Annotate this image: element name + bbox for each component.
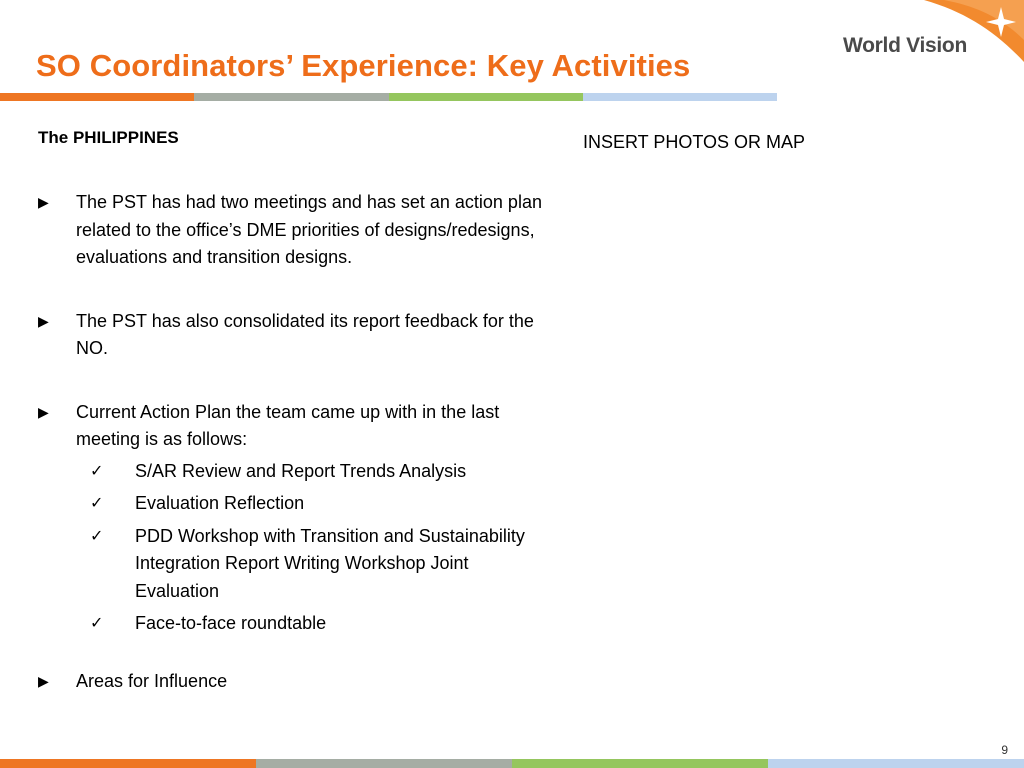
- title-bar-green: [389, 93, 583, 101]
- triangle-right-icon: ▶: [38, 403, 49, 420]
- checklist-text: PDD Workshop with Transition and Sustainability Integration Report Writing Workshop Joint Evaluation: [135, 525, 525, 601]
- bullet-item: [38, 189, 546, 272]
- triangle-right-icon: ▶: [38, 672, 49, 689]
- title-bar-orange: [0, 93, 194, 101]
- title-bar-gray: [194, 93, 388, 101]
- footer-bar-gray: [256, 759, 512, 768]
- checklist-item: [38, 458, 546, 486]
- bullet-text: The PST has had two meetings and has set an action plan related to the office’s DME priorities of designs/redesigns, evaluations and transition designs.: [76, 192, 542, 267]
- checkmark-icon: ✓: [90, 615, 104, 632]
- checklist-item: [38, 523, 546, 606]
- checklist-item: [38, 490, 546, 518]
- bullet-text: Areas for Influence: [76, 670, 228, 691]
- footer-bar-green: [512, 759, 768, 768]
- logo-text: World Vision: [843, 34, 967, 57]
- checklist-text: S/AR Review and Report Trends Analysis: [135, 460, 467, 481]
- bullet-text: Current Action Plan the team came up with in the last meeting is as follows:: [76, 401, 500, 449]
- footer-bar: [0, 759, 1024, 768]
- checklist-text: Evaluation Reflection: [135, 493, 305, 513]
- slide-title: SO Coordinators’ Experience: Key Activities: [36, 48, 691, 83]
- content-body: [38, 127, 558, 731]
- checkmark-icon: ✓: [90, 527, 104, 545]
- page-number: 9: [1001, 743, 1008, 757]
- checkmark-icon: ✓: [90, 495, 104, 512]
- checkmark-icon: ✓: [90, 462, 104, 480]
- bullet-item: [38, 308, 546, 363]
- checklist-item: [38, 610, 546, 638]
- footer-bar-orange: [0, 759, 256, 768]
- title-bar-blue: [583, 93, 777, 101]
- bullet-text: The PST has also consolidated its report feedback for the NO.: [76, 310, 534, 358]
- title-underline-bar: [0, 93, 777, 101]
- photo-placeholder: INSERT PHOTOS OR MAP: [583, 132, 806, 152]
- checklist: [76, 458, 546, 638]
- checklist-text: Face-to-face roundtable: [135, 613, 327, 633]
- bullet-item: [38, 399, 546, 638]
- triangle-right-icon: ▶: [38, 312, 49, 329]
- country-heading: The PHILIPPINES: [38, 128, 179, 147]
- bullet-item: [38, 668, 546, 696]
- footer-bar-blue: [768, 759, 1024, 768]
- triangle-right-icon: ▶: [38, 194, 49, 210]
